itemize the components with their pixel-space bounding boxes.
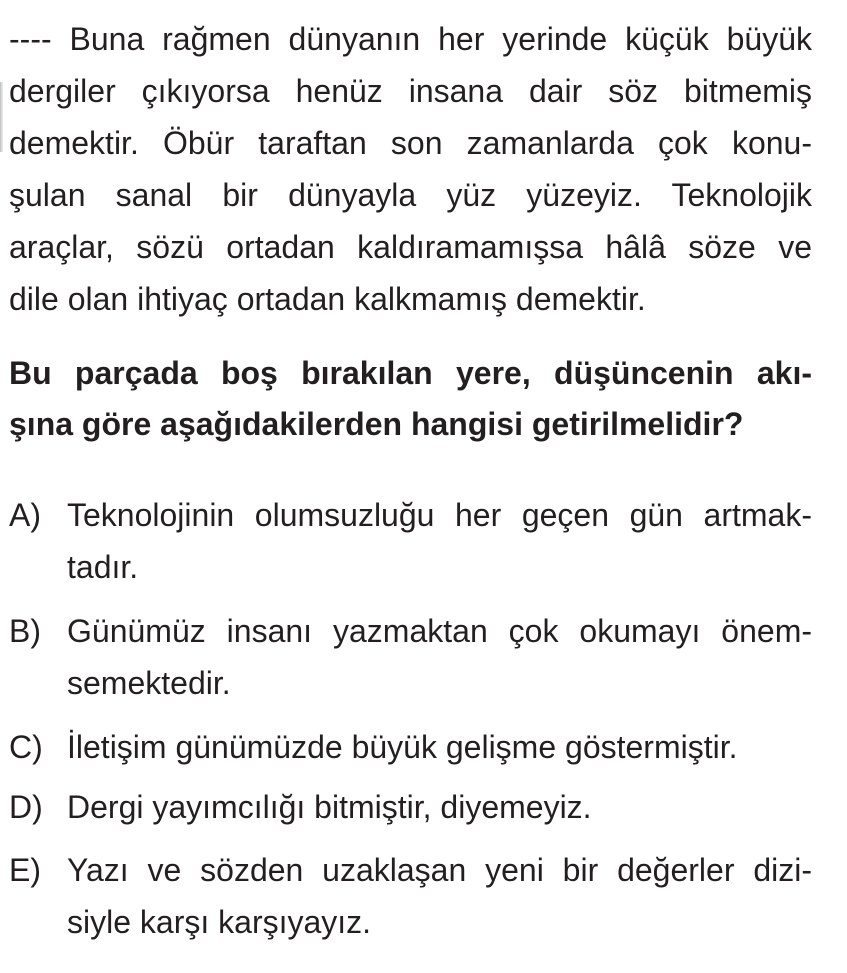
option-letter: E) — [9, 852, 41, 888]
option-letter: C) — [9, 729, 43, 765]
option-letter: B) — [9, 613, 41, 649]
option-text: tadır. — [67, 549, 139, 585]
option-text: Teknolojinin olumsuzluğu her geçen gün artmak- — [67, 497, 812, 533]
option-text: Yazı ve sözden uzaklaşan yeni bir değerler dizi- — [67, 852, 812, 888]
option-text: siyle karşı karşıyayız. — [67, 904, 372, 940]
question-line: Bu parçada boş bırakılan yere, düşüncenin akı- — [9, 355, 812, 391]
option-text: Günümüz insanı yazmaktan çok okumayı önem- — [67, 613, 812, 649]
passage-line: dile olan ihtiyaç ortadan kalkmamış demektir. — [9, 281, 646, 317]
passage-line: araçlar, sözü ortadan kaldıramamışsa hâlâ söze ve — [9, 229, 812, 265]
question-line: şına göre aşağıdakilerden hangisi getirilmelidir? — [9, 406, 744, 442]
page-edge-shadow — [0, 82, 3, 152]
option-text: İletişim günümüzde büyük gelişme göstermiştir. — [67, 729, 738, 765]
option-letter: D) — [9, 789, 43, 825]
passage-line: şulan sanal bir dünyayla yüz yüzeyiz. Teknolojik — [9, 177, 812, 213]
passage-line: demektir. Öbür taraftan son zamanlarda çok konu- — [9, 125, 812, 161]
option-letter: A) — [9, 497, 41, 533]
passage-line: ---- Buna rağmen dünyanın her yerinde küçük büyük — [9, 21, 812, 57]
option-text: Dergi yayımcılığı bitmiştir, diyemeyiz. — [67, 789, 592, 825]
option-text: semektedir. — [67, 665, 231, 701]
passage-line: dergiler çıkıyorsa henüz insana dair söz bitmemiş — [9, 73, 812, 109]
